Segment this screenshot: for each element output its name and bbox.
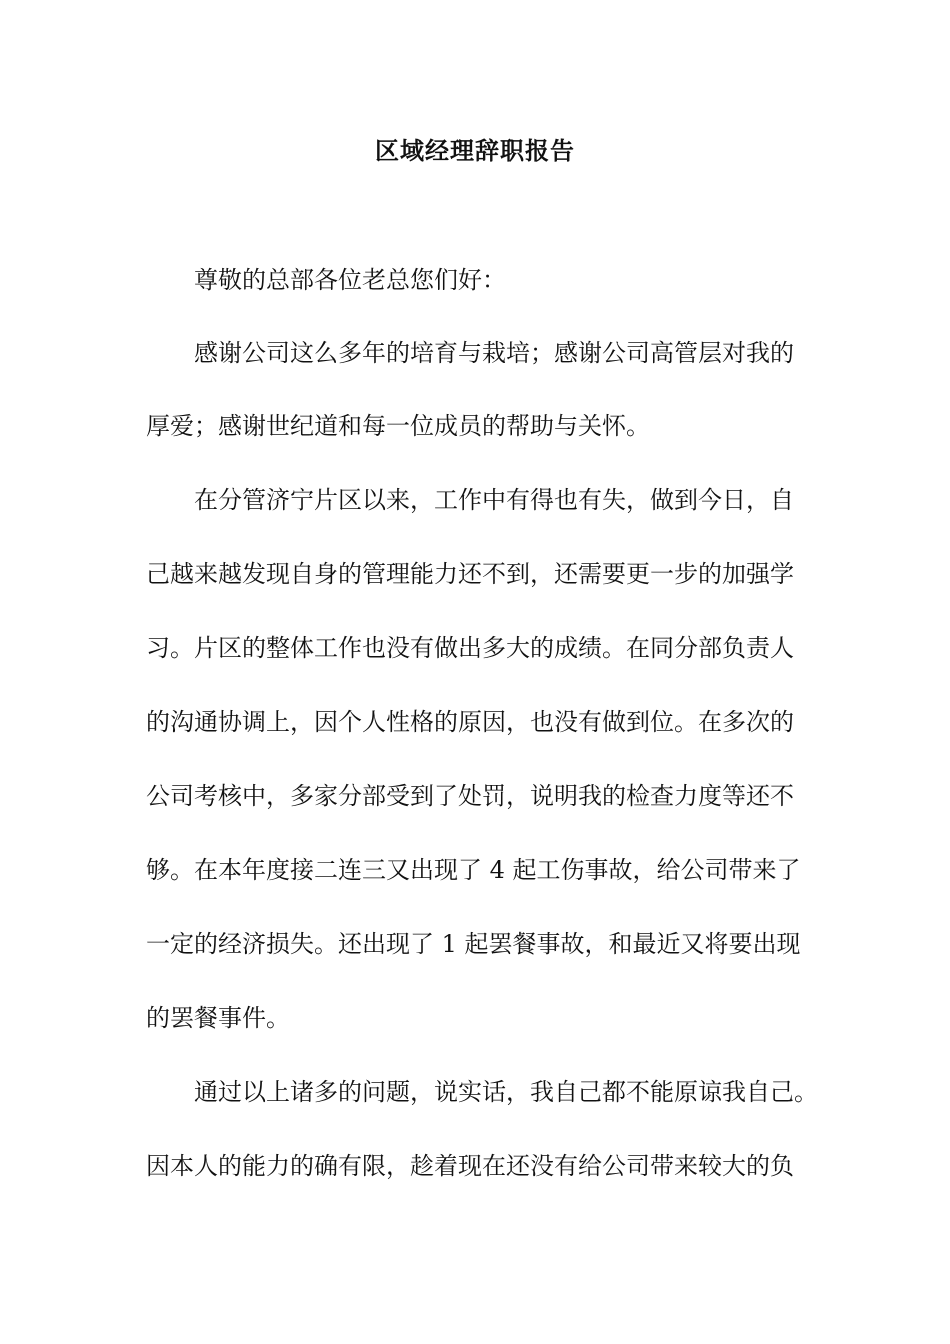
paragraph-2-line-1: 在分管济宁片区以来，工作中有得也有失，做到今日，自 [194,486,794,514]
paragraph-2-line-3: 习。片区的整体工作也没有做出多大的成绩。在同分部负责人 [146,634,794,662]
paragraph-2-line-5: 公司考核中，多家分部受到了处罚，说明我的检查力度等还不 [146,782,794,810]
paragraph-2-line-7: 一定的经济损失。还出现了 1 起罢餐事故，和最近又将要出现 [146,930,801,958]
paragraph-1-line-2: 厚爱；感谢世纪道和每一位成员的帮助与关怀。 [146,412,650,440]
document-title: 区域经理辞职报告 [375,136,575,165]
paragraph-2-line-4: 的沟通协调上，因个人性格的原因，也没有做到位。在多次的 [146,708,794,736]
salutation-line: 尊敬的总部各位老总您们好： [194,266,506,294]
paragraph-3-line-1: 通过以上诸多的问题，说实话，我自己都不能原谅我自己。 [194,1078,818,1106]
paragraph-2-line-8: 的罢餐事件。 [146,1004,290,1032]
paragraph-1-line-1: 感谢公司这么多年的培育与栽培；感谢公司高管层对我的 [194,339,794,367]
paragraph-2-line-2: 己越来越发现自身的管理能力还不到，还需要更一步的加强学 [146,560,794,588]
paragraph-2-line-6: 够。在本年度接二连三又出现了 4 起工伤事故，给公司带来了 [146,856,801,884]
paragraph-3-line-2: 因本人的能力的确有限，趁着现在还没有给公司带来较大的负 [146,1152,794,1180]
